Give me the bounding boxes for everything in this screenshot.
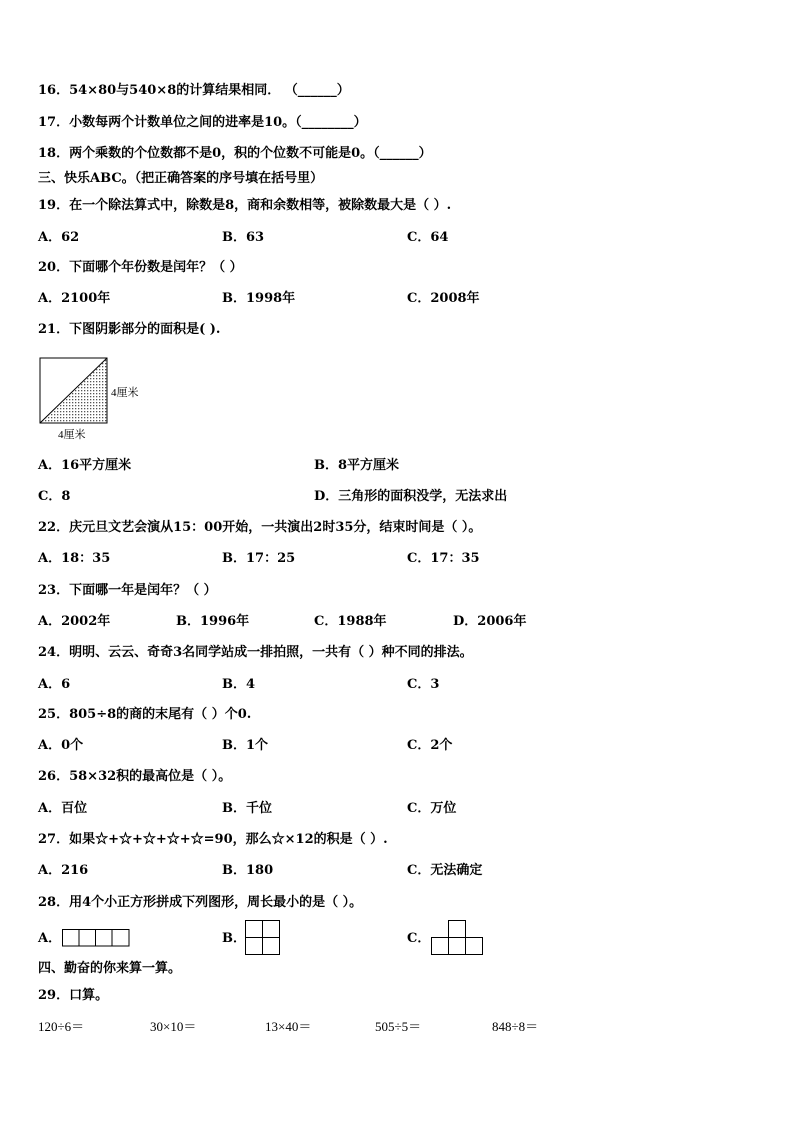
q19-option-b: B．63 [222,230,265,245]
shape-c-t-shape [431,920,485,956]
question-18: 18．两个乘数的个位数都不是0，积的个位数不可能是0。（______） [38,146,432,161]
mental-calc-item: 120÷6＝ [38,1019,85,1034]
question-16: 16．54×80与540×8的计算结果相同． （______） [38,83,350,98]
q27-option-a: A．216 [38,863,89,878]
question-21: 21．下图阴影部分的面积是( ). [38,322,221,337]
q19-option-a: A．62 [38,230,80,245]
q26-option-a: A．百位 [38,801,88,816]
q22-option-c: C．17：35 [407,551,480,566]
mental-calc-item: 505÷5＝ [375,1019,422,1034]
q22-option-b: B．17：25 [222,551,296,566]
q24-option-b: B．4 [222,677,256,692]
section-4-heading: 四、勤奋的你来算一算。 [38,961,182,976]
q20-option-c: C．2008年 [407,291,480,306]
q27-option-c: C．无法确定 [407,863,483,878]
q26-option-c: C．万位 [407,801,457,816]
q21-option-b: B．8平方厘米 [314,458,400,473]
q23-option-c: C．1988年 [314,614,387,629]
q28-option-a: A． [38,931,62,946]
q21-option-a: A．16平方厘米 [38,458,132,473]
q20-option-a: A．2100年 [38,291,111,306]
question-27: 27．如果☆+☆+☆+☆+☆=90，那么☆×12的积是（ ）. [38,832,388,847]
section-3-heading: 三、快乐ABC。（把正确答案的序号填在括号里） [38,171,324,186]
question-19: 19．在一个除法算式中，除数是8，商和余数相等，被除数最大是（ ）. [38,198,452,213]
q25-option-b: B．1个 [222,738,269,753]
q26-option-b: B．千位 [222,801,272,816]
q24-option-a: A．6 [38,677,71,692]
q23-option-d: D．2006年 [453,614,527,629]
question-23: 23．下面哪一年是闰年？（ ） [38,583,217,598]
mental-calc-item: 13×40＝ [265,1019,312,1034]
mental-calc-item: 30×10＝ [150,1019,197,1034]
question-20: 20．下面哪个年份数是闰年？（ ） [38,260,243,275]
mental-calc-item: 848÷8＝ [492,1019,539,1034]
q22-option-a: A．18：35 [38,551,111,566]
q21-option-d: D．三角形的面积没学，无法求出 [314,489,508,504]
q23-option-a: A．2002年 [38,614,111,629]
question-29: 29．口算。 [38,988,109,1003]
q24-option-c: C．3 [407,677,440,692]
bottom-length-label: 4厘米 [58,429,86,441]
side-length-label: 4厘米 [111,387,139,399]
q25-option-a: A．0个 [38,738,84,753]
q21-option-c: C．8 [38,489,71,504]
q28-option-b: B． [222,931,246,946]
q23-option-b: B．1996年 [176,614,250,629]
shape-a-four-in-row [62,929,132,947]
question-17: 17．小数每两个计数单位之间的进率是10。（________） [38,115,367,130]
shape-b-two-by-two [245,920,281,956]
question-22: 22．庆元旦文艺会演从15：00开始，一共演出2时35分，结束时间是（ ）。 [38,520,482,535]
question-28: 28．用4个小正方形拼成下列图形，周长最小的是（ ）。 [38,895,363,910]
question-24: 24．明明、云云、奇奇3名同学站成一排拍照，一共有（ ）种不同的排法。 [38,645,473,660]
q27-option-b: B．180 [222,863,274,878]
shaded-square-figure [39,357,109,425]
q25-option-c: C．2个 [407,738,453,753]
question-26: 26．58×32积的最高位是（ ）。 [38,769,232,784]
q19-option-c: C．64 [407,230,449,245]
q20-option-b: B．1998年 [222,291,296,306]
q28-option-c: C． [407,931,431,946]
question-25: 25．805÷8的商的末尾有（ ）个0. [38,707,252,722]
